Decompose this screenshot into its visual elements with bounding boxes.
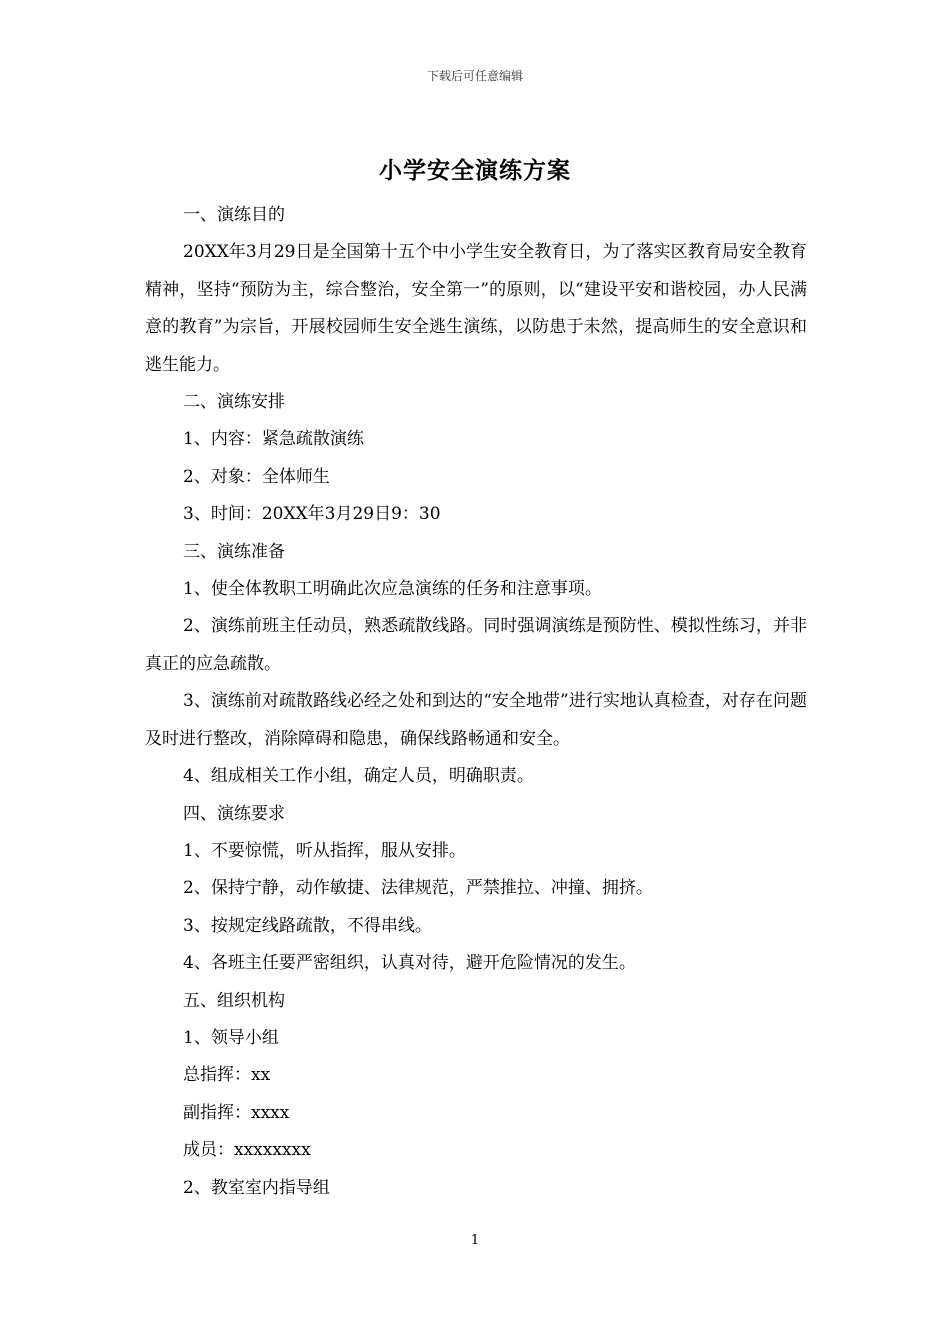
- section-heading-arrangement: 二、演练安排: [183, 392, 285, 413]
- page-number: 1: [470, 1233, 480, 1248]
- section-heading-organization: 五、组织机构: [183, 990, 285, 1011]
- list-item: 3、按规定线路疏散，不得串线。: [183, 915, 432, 936]
- paragraph-purpose: 20XX年3月29日是全国第十五个中小学生安全教育日，为了落实区教育局安全教育精神，坚持“预防为主，综合整治，安全第一”的原则，以“建设平安和谐校园，办人民满意的教育”为宗旨，开展校园师生安全逃生演练，以防患于未然，提高师生的安全意识和逃生能力。: [145, 242, 807, 375]
- document-title: 小学安全演练方案: [379, 157, 571, 184]
- section-heading-requirements: 四、演练要求: [183, 803, 285, 824]
- list-item: 3、时间：20XX年3月29日9：30: [183, 504, 441, 525]
- document-body: [145, 197, 807, 1207]
- list-item: 1、领导小组: [183, 1027, 279, 1048]
- list-item: 4、组成相关工作小组，确定人员，明确职责。: [183, 766, 534, 787]
- header-note: 下载后可任意编辑: [426, 69, 523, 83]
- section-heading-preparation: 三、演练准备: [183, 541, 285, 562]
- list-item: 2、教室室内指导组: [183, 1177, 330, 1198]
- list-item: 3、演练前对疏散路线必经之处和到达的“安全地带”进行实地认真检查，对存在问题及时进行整改，消除障碍和隐患，确保线路畅通和安全。: [145, 691, 807, 749]
- list-item: 成员：xxxxxxxx: [183, 1140, 311, 1161]
- list-item: 1、使全体教职工明确此次应急演练的任务和注意事项。: [183, 579, 602, 600]
- list-item: 1、内容：紧急疏散演练: [183, 429, 364, 450]
- list-item: 总指挥：xx: [183, 1065, 271, 1086]
- list-item: 2、对象：全体师生: [183, 466, 330, 487]
- section-heading-purpose: 一、演练目的: [183, 205, 285, 225]
- list-item: 2、保持宁静，动作敏捷、法律规范，严禁推拉、冲撞、拥挤。: [183, 878, 653, 899]
- list-item: 4、各班主任要严密组织，认真对待，避开危险情况的发生。: [183, 953, 636, 974]
- list-item: 1、不要惊慌，听从指挥，服从安排。: [183, 840, 466, 861]
- list-item: 2、演练前班主任动员，熟悉疏散线路。同时强调演练是预防性、模拟性练习，并非真正的应急疏散。: [145, 616, 807, 674]
- list-item: 副指挥：xxxx: [183, 1102, 290, 1123]
